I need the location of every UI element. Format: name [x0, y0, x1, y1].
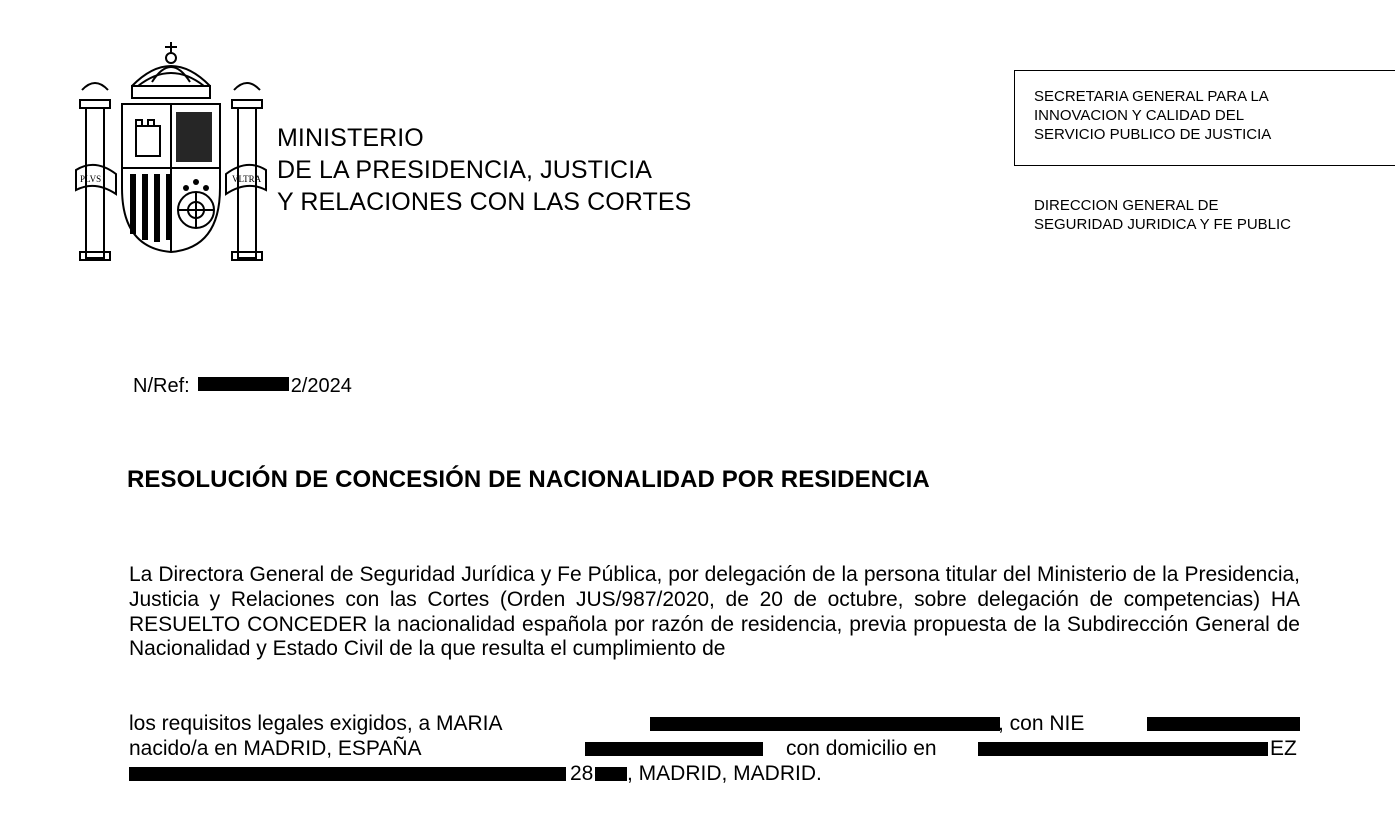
- reference-line: [133, 374, 352, 398]
- secretaria-line: SECRETARIA GENERAL PARA LA: [1034, 88, 1269, 105]
- document-title: RESOLUCIÓN DE CONCESIÓN DE NACIONALIDAD POR RESIDENCIA: [127, 466, 930, 493]
- ministry-line: DE LA PRESIDENCIA, JUSTICIA: [277, 156, 653, 184]
- body-line-requisitos: [129, 712, 503, 737]
- motto-right: VLTRA: [232, 174, 262, 184]
- redaction-bar: [595, 767, 627, 781]
- redaction-bar: [198, 377, 289, 391]
- ministry-name: [277, 122, 691, 218]
- ministry-line: MINISTERIO: [277, 124, 424, 152]
- domicile-label: con domicilio en: [786, 737, 937, 760]
- redaction-bar: [129, 767, 566, 781]
- nie-label: , con NIE: [998, 712, 1085, 735]
- redaction-bar: [978, 742, 1268, 756]
- direccion-line: DIRECCION GENERAL DE: [1034, 197, 1219, 214]
- redaction-bar: [650, 717, 1000, 731]
- city-text: , MADRID, MADRID.: [627, 762, 822, 785]
- requisitos-text: los requisitos legales exigidos, a MARIA: [129, 712, 503, 735]
- motto-left: PLVS: [80, 174, 102, 184]
- address-suffix: EZ: [1270, 737, 1297, 760]
- secretaria-box: [1014, 70, 1395, 166]
- redaction-bar: [585, 742, 763, 756]
- ref-label: N/Ref:: [133, 375, 190, 397]
- body-paragraph: La Directora General de Seguridad Jurídica y Fe Pública, por delegación de la persona titular del Ministerio de la Presidencia, Justicia y Relaciones con las Cortes (Orden JUS/987/2020, de 20 de octubre, sobre delegación de competencias) HA RESUELTO CONCEDER la nacionalidad española por razón de residencia, previa propuesta de la Subdirección General de Nacionalidad y Estado Civil de la que resulta el cumplimiento de: [129, 563, 1300, 661]
- coat-of-arms-logo: [72, 38, 270, 266]
- secretaria-line: SERVICIO PUBLICO DE JUSTICIA: [1034, 126, 1272, 143]
- ministry-line: Y RELACIONES CON LAS CORTES: [277, 188, 692, 216]
- redaction-bar: [1147, 717, 1300, 731]
- postal-prefix: 28: [570, 762, 594, 785]
- ref-suffix: 2/2024: [290, 375, 352, 397]
- secretaria-line: INNOVACION Y CALIDAD DEL: [1034, 107, 1245, 124]
- birthplace-text: nacido/a en MADRID, ESPAÑA: [129, 737, 422, 760]
- direccion-line: SEGURIDAD JURIDICA Y FE PUBLIC: [1034, 216, 1292, 233]
- direccion-block: [1034, 196, 1291, 234]
